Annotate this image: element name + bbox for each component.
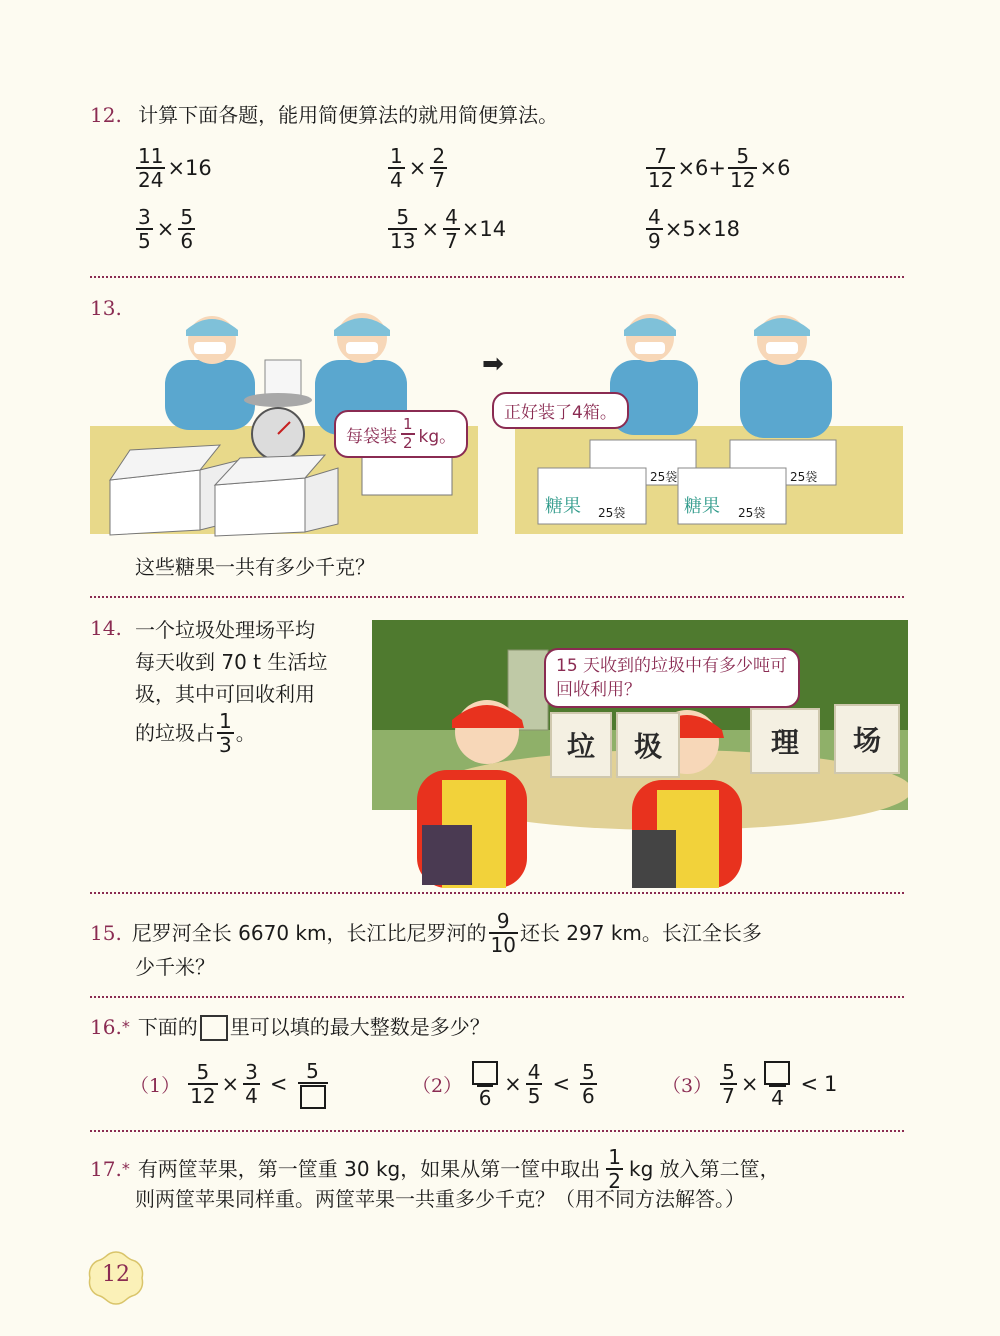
expr-rest: ×16 [167,156,212,180]
q12-text: 计算下面各题，能用简便算法的就用简便算法。 [138,103,559,127]
candy-box-label-1: 糖果 [545,496,581,517]
operator: × [221,1072,240,1097]
denominator: 9 [648,229,661,253]
worker-left-1-figure [165,316,255,430]
denominator: 7 [722,1084,735,1109]
q17-star: * [121,1158,130,1178]
numerator: 2 [432,144,446,168]
denominator: 10 [490,933,516,957]
denominator: 12 [190,1084,216,1109]
q12-expr-4 [134,206,197,252]
numerator: 1 [608,1145,621,1169]
part-label: （1） [130,1074,181,1097]
comparator: < [552,1072,571,1097]
candy-box-count-1: 25袋 [598,506,626,520]
q15-number: 15. [90,920,122,945]
denominator: 4 [771,1085,784,1110]
operator: × [504,1072,522,1097]
numerator: 5 [196,1060,210,1085]
numerator: 4 [527,1060,541,1085]
part-label: （2） [412,1074,463,1097]
denominator: 7 [432,168,446,192]
q12-expr-3 [644,145,790,191]
candy-box-count-2: 25袋 [738,506,766,520]
candy-box-count-3: 25袋 [650,470,678,484]
numerator: 9 [496,909,510,933]
expr-rest: ×5×18 [664,217,741,241]
sign-2: 圾 [616,712,680,778]
q17-number: 17. [90,1156,122,1181]
numerator: 1 [219,709,232,733]
q12-number: 12. [90,103,122,127]
expr-rest: ×14 [461,217,507,241]
divider-5 [90,1130,904,1132]
q14-text [135,614,375,756]
divider-3 [90,892,904,894]
q12-expr-1 [134,145,212,191]
numerator: 5 [722,1060,735,1085]
blank-box-icon [300,1085,326,1109]
denominator: 4 [245,1084,258,1109]
numerator: 3 [245,1060,258,1085]
denominator: 5 [527,1084,541,1109]
q14-number: 14. [90,616,122,640]
expr-mid: ×6+ [677,156,727,180]
arrow-icon: ➡ [482,349,504,379]
q12-expr-6 [644,206,740,252]
page-number: 12 [102,1262,130,1287]
q17-text-post: kg 放入第二筐， [629,1156,780,1181]
numerator: 3 [138,205,151,229]
divider-4 [90,996,904,998]
q13-bubble-right: 正好装了4箱。 [492,392,629,429]
numerator: 7 [654,144,668,168]
numerator: 5 [582,1060,595,1085]
divider-2 [90,596,904,598]
blank-box-icon [472,1061,498,1085]
numerator: 1 [390,144,403,168]
rhs-value: 1 [824,1072,838,1097]
denominator: 12 [648,168,674,192]
denominator: 12 [730,168,756,192]
denominator: 7 [445,229,458,253]
q14-line-4-end: 。 [235,721,256,745]
q15-text-post: 还长 297 km。长江全长多 [519,920,762,945]
numerator: 4 [445,205,458,229]
q16-text-pre: 下面的 [137,1015,198,1039]
expr-rest: ×6 [759,156,791,180]
numerator: 5 [396,205,410,229]
denominator: 2 [608,1169,621,1193]
q16-part-1 [130,1060,330,1109]
sign-4: 场 [834,704,900,774]
operator: × [740,1072,759,1097]
q13-number: 13. [90,296,122,320]
denominator: 4 [390,168,403,192]
sign-1: 垃 [550,712,612,778]
q15-text-pre: 尼罗河全长 6670 km，长江比尼罗河的 [131,920,487,945]
candy-box-count-4: 25袋 [790,470,818,484]
q14-line-2: 每天收到 70 t 生活垃 [135,650,328,674]
denominator: 13 [390,229,416,253]
q16-text-post: 里可以填的最大整数是多少？ [229,1015,490,1039]
q16-number: 16. [90,1015,122,1039]
denominator: 2 [403,434,413,452]
denominator: 24 [138,168,164,192]
operator: × [408,156,427,180]
candy-box-label-2: 糖果 [684,496,720,517]
bubble-text: 每袋装 [346,426,397,447]
q12-header [90,100,558,131]
denominator: 6 [582,1084,595,1109]
operator: × [421,217,440,241]
blank-box-icon [200,1015,228,1041]
denominator: 6 [180,229,194,253]
q16-header [90,1012,490,1043]
q14-line-3: 圾，其中可回收利用 [135,682,315,706]
q15-line-1 [90,910,910,956]
sign-3: 理 [750,708,820,774]
q16-star: * [121,1017,130,1037]
operator: × [156,217,175,241]
worker-right-2-figure [740,315,832,438]
numerator: 5 [736,144,750,168]
numerator: 1 [403,415,413,433]
q13-question: 这些糖果一共有多少千克？ [135,555,375,579]
q15-line-2: 少千米？ [135,955,215,979]
q17-text-pre: 有两筐苹果，第一筐重 30 kg，如果从第一筐中取出 [137,1156,601,1181]
denominator: 6 [478,1085,492,1110]
q14-line-1: 一个垃圾处理场平均 [135,618,315,642]
q16-part-2 [412,1060,599,1109]
blank-box-icon [764,1061,790,1085]
q12-expr-5 [386,206,506,252]
numerator: 5 [306,1059,319,1083]
numerator: 5 [180,205,194,229]
closed-box-figure [362,455,452,495]
q13-bubble-left [334,410,468,458]
numerator: 4 [648,205,661,229]
numerator: 11 [138,144,164,168]
denominator: 3 [219,733,232,757]
divider-1 [90,276,904,278]
q14-bubble: 15 天收到的垃圾中有多少吨可回收利用？ [544,648,800,708]
part-label: （3） [662,1074,713,1097]
denominator: 5 [138,229,151,253]
comparator: < [800,1072,819,1097]
comparator: < [269,1072,288,1097]
q14-line-4 [135,710,375,756]
bubble-text: kg。 [418,426,457,447]
q16-part-3 [662,1060,837,1109]
q12-expr-2 [386,145,449,191]
q17-line-2: 则两筐苹果同样重。两筐苹果一共重多少千克？（用不同方法解答。） [135,1187,745,1211]
q14-line-4-text: 的垃圾占 [135,721,215,745]
